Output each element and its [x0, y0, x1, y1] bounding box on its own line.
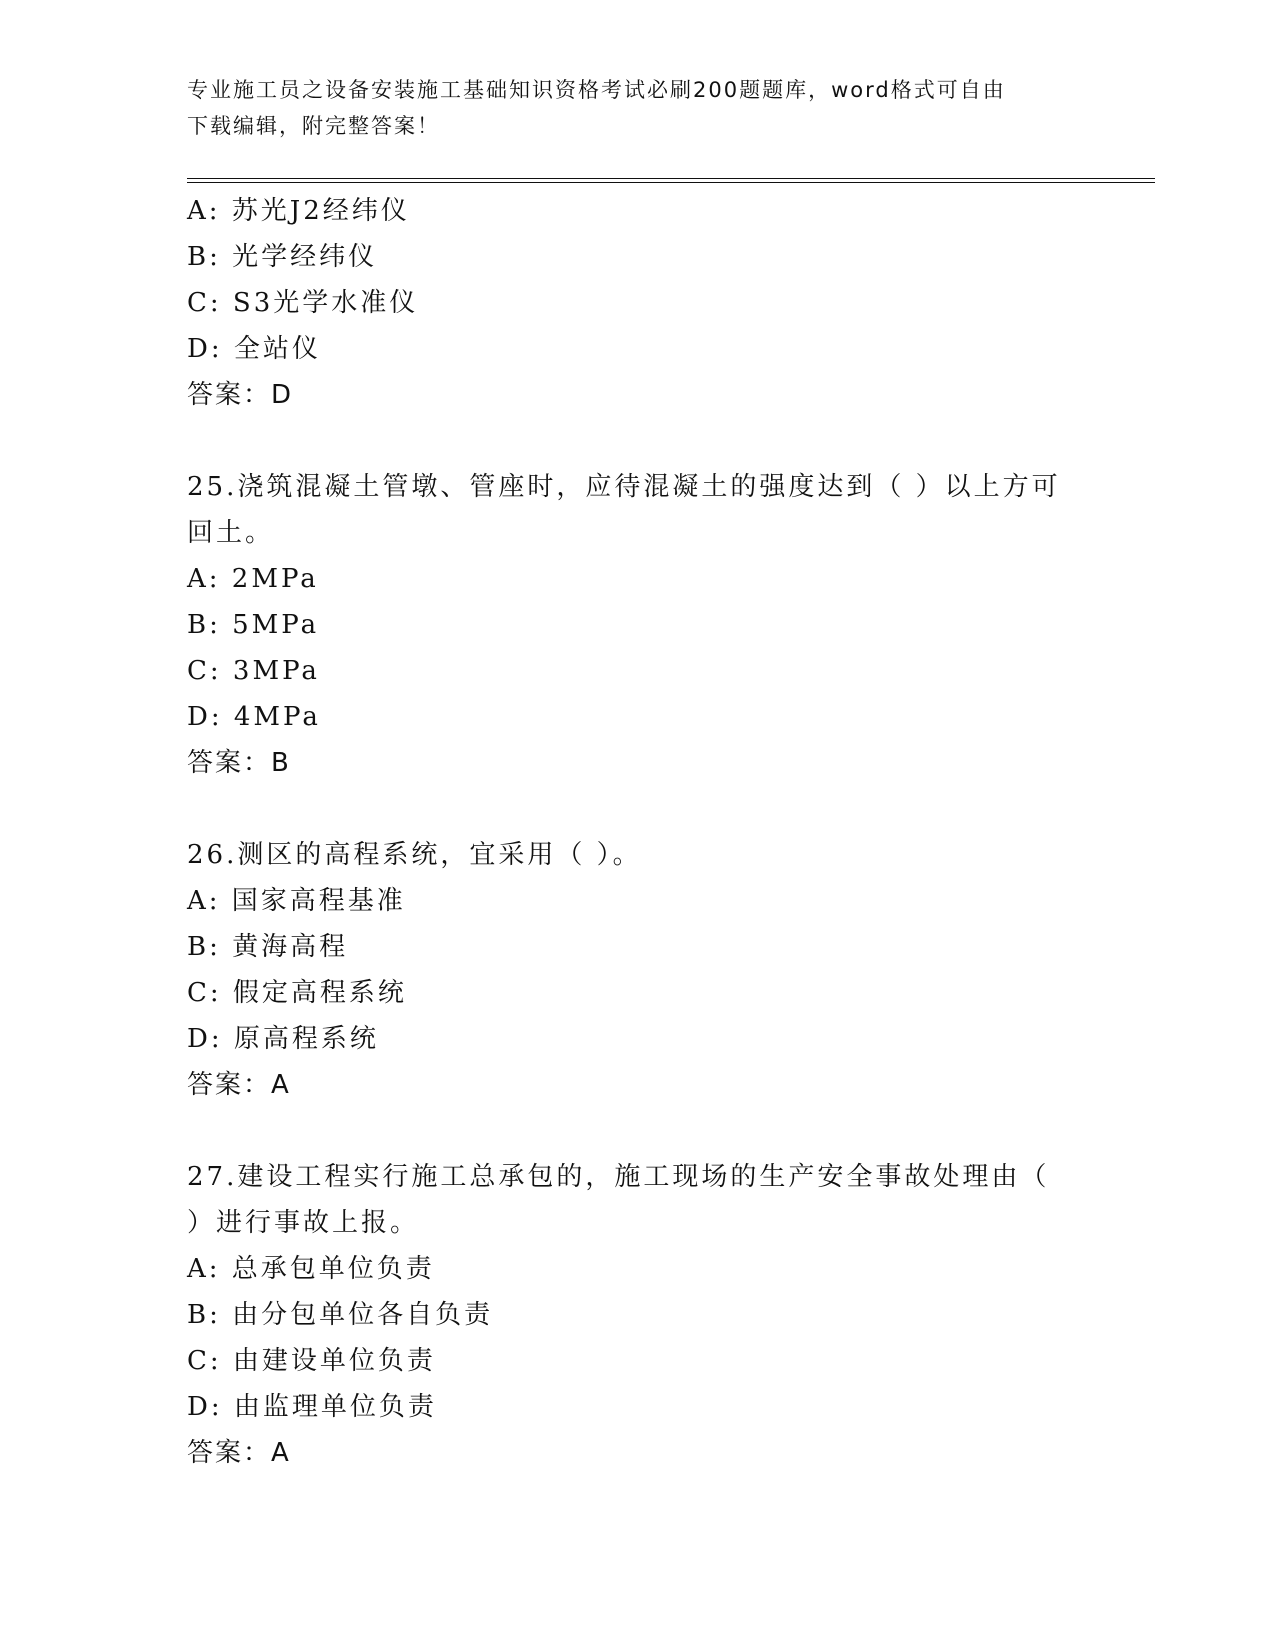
option-a: A: 总承包单位负责 — [187, 1254, 435, 1284]
option-d: D: 4MPa — [187, 702, 321, 732]
question-25 — [187, 464, 1155, 786]
question-stem: 25.浇筑混凝土管墩、管座时，应待混凝土的强度达到（ ）以上方可 — [187, 472, 1061, 502]
option-a: A: 国家高程基准 — [187, 886, 406, 916]
answer-line: 答案：A — [187, 1070, 291, 1100]
answer-line: 答案：A — [187, 1438, 291, 1468]
question-26 — [187, 832, 1155, 1108]
option-c: C: S3光学水准仪 — [187, 288, 419, 318]
answer-line: 答案：B — [187, 748, 291, 778]
question-list — [187, 188, 1155, 1476]
document-header — [187, 72, 1087, 144]
question-stem: 26.测区的高程系统，宜采用（ ）。 — [187, 840, 642, 870]
option-a: A: 2MPa — [187, 564, 319, 594]
option-d: D: 由监理单位负责 — [187, 1392, 437, 1422]
option-a: A: 苏光J2经纬仪 — [187, 196, 410, 226]
spacer — [187, 786, 1155, 832]
question-27 — [187, 1154, 1155, 1476]
header-line-2: 下载编辑，附完整答案！ — [187, 114, 440, 138]
option-c: C: 由建设单位负责 — [187, 1346, 436, 1376]
option-c: C: 假定高程系统 — [187, 978, 407, 1008]
option-b: B: 5MPa — [187, 610, 320, 640]
option-b: B: 黄海高程 — [187, 932, 349, 962]
question-stem: 27.建设工程实行施工总承包的，施工现场的生产安全事故处理由（ — [187, 1162, 1050, 1192]
spacer — [187, 1108, 1155, 1154]
option-b: B: 由分包单位各自负责 — [187, 1300, 494, 1330]
header-double-rule — [187, 178, 1155, 183]
option-b: B: 光学经纬仪 — [187, 242, 378, 272]
question-stem-continued: 回土。 — [187, 518, 275, 548]
option-d: D: 全站仪 — [187, 334, 321, 364]
answer-line: 答案：D — [187, 380, 294, 410]
spacer — [187, 418, 1155, 464]
option-d: D: 原高程系统 — [187, 1024, 379, 1054]
question-24-continued — [187, 188, 1155, 418]
question-stem-continued: ）进行事故上报。 — [187, 1208, 420, 1238]
header-line-1: 专业施工员之设备安装施工基础知识资格考试必刷200题题库，word格式可自由 — [187, 78, 1006, 102]
option-c: C: 3MPa — [187, 656, 320, 686]
